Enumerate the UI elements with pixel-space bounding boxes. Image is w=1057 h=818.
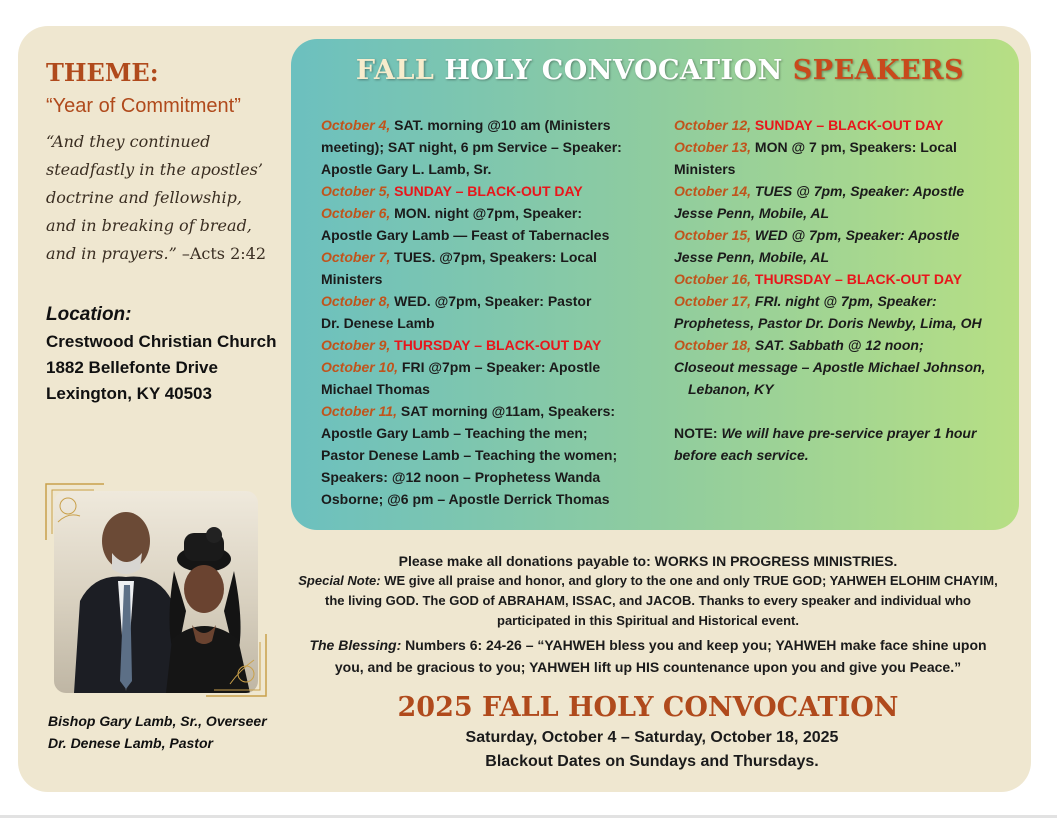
schedule-right-column: [674, 114, 985, 466]
schedule-date: October 8,: [321, 293, 391, 309]
schedule-text: WED. @7pm, Speaker: Pastor: [390, 293, 592, 309]
schedule-text: MON @ 7 pm, Speakers: Local: [751, 139, 957, 155]
schedule-line: [321, 290, 622, 312]
special-note-text: participated in this Spiritual and Historical event.: [497, 613, 799, 628]
scripture-line: doctrine and fellowship,: [46, 188, 242, 207]
schedule-text: FRI. night @ 7pm, Speaker:: [751, 293, 937, 309]
scripture-reference: –Acts 2:42: [181, 244, 267, 263]
schedule-date: October 7,: [321, 249, 391, 265]
schedule-date: October 15,: [674, 227, 752, 243]
schedule-text: Michael Thomas: [321, 381, 430, 397]
schedule-line: [674, 290, 985, 312]
schedule-text: Ministers: [321, 271, 383, 287]
schedule-text: Pastor Denese Lamb – Teaching the women;: [321, 447, 618, 463]
schedule-line: [674, 444, 985, 466]
schedule-line: [321, 180, 622, 202]
schedule-text: Lebanon, KY: [688, 381, 774, 397]
theme-heading: THEME:: [46, 58, 159, 87]
schedule-date: October 18,: [674, 337, 752, 353]
scripture-line: “And they continued: [46, 132, 211, 151]
ornament-icon: [44, 482, 114, 542]
schedule-line: [321, 158, 622, 180]
blackout-note: Blackout Dates on Sundays and Thursdays.: [485, 753, 819, 770]
schedule-text: We will have pre-service prayer 1 hour: [717, 425, 977, 441]
title-holy-convocation: HOLY CONVOCATION: [444, 55, 783, 86]
schedule-text: TUES. @7pm, Speakers: Local: [390, 249, 597, 265]
schedule-line: [674, 268, 985, 290]
special-note-label: Special Note:: [298, 573, 381, 588]
schedule-line: [674, 180, 985, 202]
schedule-date: October 13,: [674, 139, 752, 155]
schedule-line: [674, 224, 985, 246]
panel-title: [0, 55, 1057, 86]
schedule-text: SAT morning @11am, Speakers:: [397, 403, 616, 419]
schedule-text: SAT. Sabbath @ 12 noon;: [751, 337, 924, 353]
title-fall: FALL: [355, 55, 435, 86]
schedule-date: October 6,: [321, 205, 391, 221]
blackout-day: THURSDAY – BLACK-OUT DAY: [751, 271, 963, 287]
schedule-line: [321, 488, 622, 510]
schedule-text: Dr. Denese Lamb: [321, 315, 435, 331]
schedule-line: [674, 422, 985, 444]
schedule-date: October 17,: [674, 293, 752, 309]
schedule-text: MON. night @7pm, Speaker:: [390, 205, 583, 221]
schedule-line: [674, 246, 985, 268]
schedule-line: [321, 114, 622, 136]
schedule-left-column: [321, 114, 622, 510]
schedule-line: [321, 444, 622, 466]
event-title: 2025 FALL HOLY CONVOCATION: [397, 692, 899, 723]
blackout-day: THURSDAY – BLACK-OUT DAY: [390, 337, 602, 353]
schedule-line: [674, 312, 985, 334]
schedule-date: October 5,: [321, 183, 391, 199]
schedule-line: [674, 378, 985, 400]
blackout-day: SUNDAY – BLACK-OUT DAY: [751, 117, 944, 133]
schedule-text: FRI @7pm – Speaker: Apostle: [398, 359, 601, 375]
schedule-text: NOTE:: [674, 425, 718, 441]
location-church: Crestwood Christian Church: [46, 332, 277, 351]
schedule-date: October 10,: [321, 359, 399, 375]
blessing-text: Numbers 6: 24-26 – “YAHWEH bless you and keep you; YAHWEH make face shine upon: [401, 637, 987, 653]
blessing-label: The Blessing:: [309, 637, 402, 653]
schedule-text: Jesse Penn, Mobile, AL: [674, 249, 830, 265]
schedule-line: [321, 224, 622, 246]
schedule-line: [321, 312, 622, 334]
schedule-line: [321, 246, 622, 268]
blackout-day: SUNDAY – BLACK-OUT DAY: [390, 183, 583, 199]
schedule-text: Ministers: [674, 161, 736, 177]
donations-line: Please make all donations payable to: WORKS IN PROGRESS MINISTRIES.: [398, 553, 898, 569]
schedule-line: [674, 334, 985, 356]
schedule-date: October 4,: [321, 117, 391, 133]
schedule-line: [321, 422, 622, 444]
schedule-line: [674, 202, 985, 224]
scripture-line: and in prayers.” –Acts 2:42: [46, 244, 267, 263]
scripture-line: steadfastly in the apostles’: [46, 160, 263, 179]
theme-title: “Year of Commitment”: [46, 95, 241, 117]
schedule-line: [674, 400, 985, 422]
schedule-line: [321, 466, 622, 488]
blessing-text: you, and be gracious to you; YAHWEH lift up HIS countenance upon you and give you Peace.”: [334, 659, 962, 675]
location-heading: Location:: [46, 304, 132, 325]
schedule-line: [321, 334, 622, 356]
schedule-line: [674, 356, 985, 378]
schedule-text: Speakers: @12 noon – Prophetess Wanda: [321, 469, 601, 485]
schedule-line: [321, 202, 622, 224]
schedule-line: [321, 356, 622, 378]
scripture-line: and in breaking of bread,: [46, 216, 252, 235]
schedule-line: [321, 136, 622, 158]
scripture-quote: [46, 128, 286, 268]
schedule-line: [321, 378, 622, 400]
schedule-date: October 12,: [674, 117, 752, 133]
title-speakers: SPEAKERS: [792, 55, 965, 86]
schedule-text: TUES @ 7pm, Speaker: Apostle: [751, 183, 965, 199]
schedule-line: [321, 268, 622, 290]
event-dates: Saturday, October 4 – Saturday, October 18, 2025: [465, 729, 839, 746]
schedule-text: Apostle Gary Lamb — Feast of Tabernacles: [321, 227, 610, 243]
schedule-text: Closeout message – Apostle Michael Johnson,: [674, 359, 986, 375]
ornament-icon: [200, 630, 270, 700]
location-city: Lexington, KY 40503: [46, 384, 212, 403]
photo-caption-bishop: Bishop Gary Lamb, Sr., Overseer: [48, 713, 267, 729]
photo-caption-pastor: Dr. Denese Lamb, Pastor: [48, 735, 213, 751]
schedule-text: meeting); SAT night, 6 pm Service – Speaker:: [321, 139, 622, 155]
special-note: [282, 571, 1014, 631]
schedule-date: October 16,: [674, 271, 752, 287]
schedule-date: October 14,: [674, 183, 752, 199]
schedule-line: [674, 158, 985, 180]
special-note-text: WE give all praise and honor, and glory to the one and only TRUE GOD; YAHWEH ELOHIM CHAYIM,: [380, 573, 998, 588]
schedule-text: Apostle Gary Lamb – Teaching the men;: [321, 425, 588, 441]
schedule-line: [674, 114, 985, 136]
location-street: 1882 Bellefonte Drive: [46, 358, 218, 377]
schedule-line: [674, 136, 985, 158]
special-note-text: the living GOD. The GOD of ABRAHAM, ISSAC, and JACOB. Thanks to every speaker and individual who: [324, 593, 971, 608]
schedule-line: [321, 400, 622, 422]
schedule-text: before each service.: [674, 447, 809, 463]
schedule-date: October 11,: [321, 403, 397, 419]
schedule-text: SAT. morning @10 am (Ministers: [390, 117, 611, 133]
schedule-text: Jesse Penn, Mobile, AL: [674, 205, 830, 221]
schedule-date: October 9,: [321, 337, 391, 353]
schedule-text: Osborne; @6 pm – Apostle Derrick Thomas: [321, 491, 610, 507]
schedule-text: Prophetess, Pastor Dr. Doris Newby, Lima, OH: [674, 315, 982, 331]
schedule-text: WED @ 7pm, Speaker: Apostle: [751, 227, 960, 243]
schedule-text: Apostle Gary L. Lamb, Sr.: [321, 161, 492, 177]
blessing: [282, 634, 1014, 678]
